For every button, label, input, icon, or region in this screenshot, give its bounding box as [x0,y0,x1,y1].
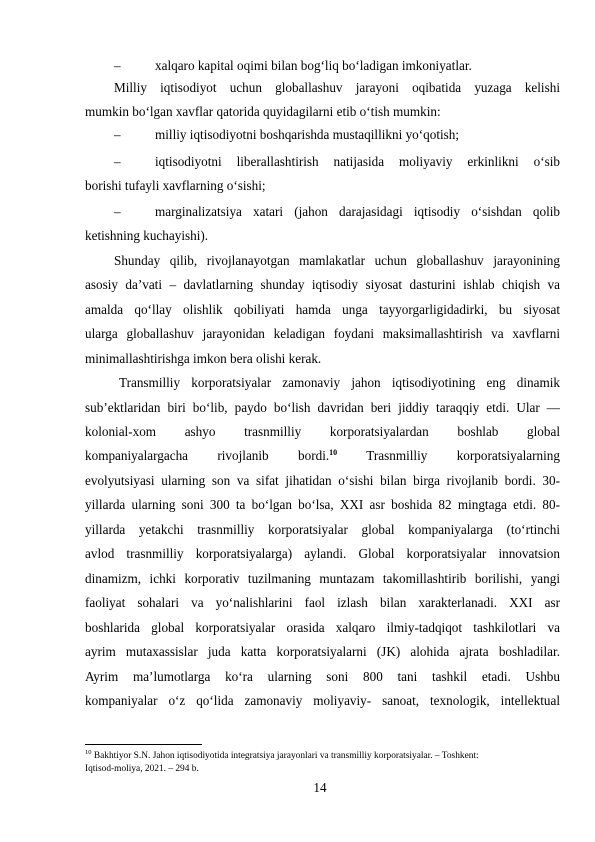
paragraph-line: amalda qo‘llay olishlik qobiliyati hamda unga tayyorgarligidadirki, bu siyosat [85,302,560,317]
footnote-separator [85,744,202,745]
paragraph-line: borishi tufayli xavflarning o‘sishi; [85,178,266,193]
paragraph-line: ayrim mutaxassislar juda katta korporatsiyalarni (JK) alohida ajrata boshladilar. [85,644,560,659]
bullet-dash: – [114,127,121,142]
paragraph-line: Ayrim ma’lumotlarga ko‘ra ularning soni 800 tani tashkil etadi. Ushbu [85,669,560,684]
footnote-line [85,750,563,762]
paragraph-line: minimallashtirishga imkon bera olishi kerak. [85,351,322,366]
paragraph-line: sub’ektlaridan biri bo‘lib, paydo bo‘lish davridan beri jiddiy taraqqiy etdi. Ular — [85,400,560,415]
paragraph-line: Shunday qilib, rivojlanayotgan mamlakatlar uchun globallashuv jarayonining [114,253,560,268]
footnote-ref[interactable]: 10 [329,448,338,457]
paragraph-line: ketishning kuchayishi). [85,228,209,243]
bullet-dash: – [114,154,121,169]
paragraph-line: evolyutsiyasi ularning son va sifat jihatidan o‘sishi bilan birga rivojlanib bordi. 30- [85,473,560,488]
bullet-text: iqtisodiyotni liberallashtirish natijasida moliyaviy erkinlikni o‘sib [155,154,560,169]
paragraph-line: kompaniyalar o‘z qo‘lida zamonaviy moliyaviy- sanoat, texnologik, intellektual [85,693,560,708]
page-number: 14 [313,780,327,795]
bullet-dash: – [114,204,121,219]
paragraph-line: yillarda ularning soni 300 ta bo‘lgan bo‘lsa, XXI asr boshida 82 mingtaga etdi. 80- [85,497,560,512]
bullet-text: xalqaro kapital oqimi bilan bog‘liq bo‘ladigan imkoniyatlar. [155,58,472,73]
footnote-text: Bakhtiyor S.N. Jahon iqtisodiyotida integratsiya jarayonlari va transmilliy korporatsiyalar. – Toshkent: [93,751,479,761]
paragraph-line [85,448,560,464]
bullet-dash: – [114,58,121,73]
paragraph-line: boshlarida global korporatsiyalar orasida xalqaro ilmiy-tadqiqot tashkilotlari va [85,620,560,635]
footnote-line: Iqtisod-moliya, 2021. – 294 b. [85,764,199,774]
paragraph-line: avlod trasnmilliy korporatsiyalarga) aylandi. Global korporatsiyalar innovatsion [85,546,560,561]
paragraph-line: faoliyat sohalari va yo‘nalishlarini faol izlash bilan xarakterlanadi. XXI asr [85,595,560,610]
paragraph-line: yillarda yetakchi trasnmilliy korporatsiyalar global kompaniyalarga (to‘rtinchi [85,522,560,537]
paragraph-line: mumkin bo‘lgan xavflar qatorida quyidagilarni etib o‘tish mumkin: [85,104,441,119]
paragraph-line: Transmilliy korporatsiyalar zamonaviy jahon iqtisodiyotining eng dinamik [119,375,560,390]
line-text: kompaniyalargacha rivojlanib bordi. [85,448,330,463]
paragraph-line: Milliy iqtisodiyot uchun globallashuv jarayoni oqibatida yuzaga kelishi [114,80,560,95]
line-text: Trasnmilliy korporatsiyalarning [366,448,560,463]
paragraph-line: ularga globallashuv jarayonidan keladigan foydani maksimallashtirish va xavflarni [85,326,560,341]
bullet-text: milliy iqtisodiyotni boshqarishda mustaqillikni yo‘qotish; [155,127,460,142]
paragraph-line: asosiy da’vati – davlatlarning shunday iqtisodiy siyosat dasturini ishlab chiqish va [85,277,560,292]
paragraph-line: kolonial-xom ashyo trasnmilliy korporatsiyalardan boshlab global [85,424,560,439]
paragraph-line: dinamizm, ichki korporativ tuzilmaning muntazam takomillashtirib borilishi, yangi [85,571,560,586]
bullet-text: marginalizatsiya xatari (jahon darajasidagi iqtisodiy o‘sishdan qolib [155,204,560,219]
footnote-marker: 10 [85,749,92,756]
